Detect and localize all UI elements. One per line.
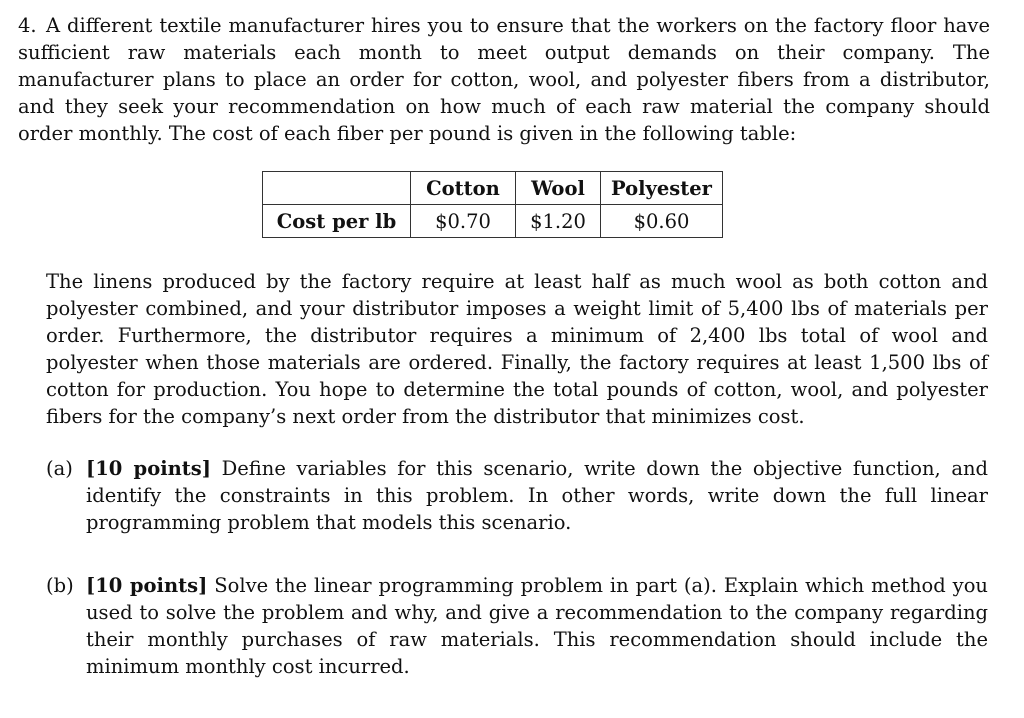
part-b-points: [10 points] [86, 574, 208, 597]
part-b [46, 572, 988, 680]
cost-table-header-wool: Wool [516, 172, 601, 205]
cost-table [262, 171, 723, 238]
part-a [46, 455, 988, 536]
constraints-paragraph: The linens produced by the factory require at least half as much wool as both cotton and polyester combined, and your distributor imposes a weight limit of 5,400 lbs of materials per order. Furthermore, the distributor requires a minimum of 2,400 lbs total of wool and polyester when those materials are ordered. Finally, the factory requires at least 1,500 lbs of cotton for production. You hope to determine the total pounds of cotton, wool, and polyester fibers for the company’s next order from the distributor that minimizes cost. [46, 270, 988, 428]
cost-row-label: Cost per lb [263, 205, 411, 238]
cost-table-header-cotton: Cotton [411, 172, 516, 205]
part-a-points: [10 points] [86, 457, 211, 480]
part-a-text: Define variables for this scenario, write down the objective function, and identify the constraints in this problem. In other words, write down the full linear programming problem that models this scenario. [86, 457, 988, 534]
part-b-text: Solve the linear programming problem in part (a). Explain which method you used to solve the problem and why, and give a recommendation to the company regarding their monthly purchases of raw materials. This recommendation should include the minimum monthly cost incurred. [86, 574, 988, 678]
problem-statement [18, 12, 990, 147]
cost-wool-value: $1.20 [516, 205, 601, 238]
part-b-label: (b) [46, 574, 74, 597]
part-a-body [86, 455, 988, 536]
cost-table-row [263, 205, 723, 238]
part-a-label: (a) [46, 457, 73, 480]
cost-cotton-value: $0.70 [411, 205, 516, 238]
cost-table-wrapper [262, 171, 723, 238]
cost-table-header-row [263, 172, 723, 205]
cost-polyester-value: $0.60 [601, 205, 723, 238]
cost-table-corner-cell [263, 172, 411, 205]
cost-table-header-polyester: Polyester [601, 172, 723, 205]
problem-number: 4. [18, 14, 37, 37]
problem-intro: A different textile manufacturer hires you to ensure that the workers on the factory floor have sufficient raw materials each month to meet output demands on their company. The manufacturer plans to place an order for cotton, wool, and polyester fibers from a distributor, and they seek your recommendation on how much of each raw material the company should order monthly. The cost of each fiber per pound is given in the following table: [18, 14, 990, 145]
part-b-body [86, 572, 988, 680]
